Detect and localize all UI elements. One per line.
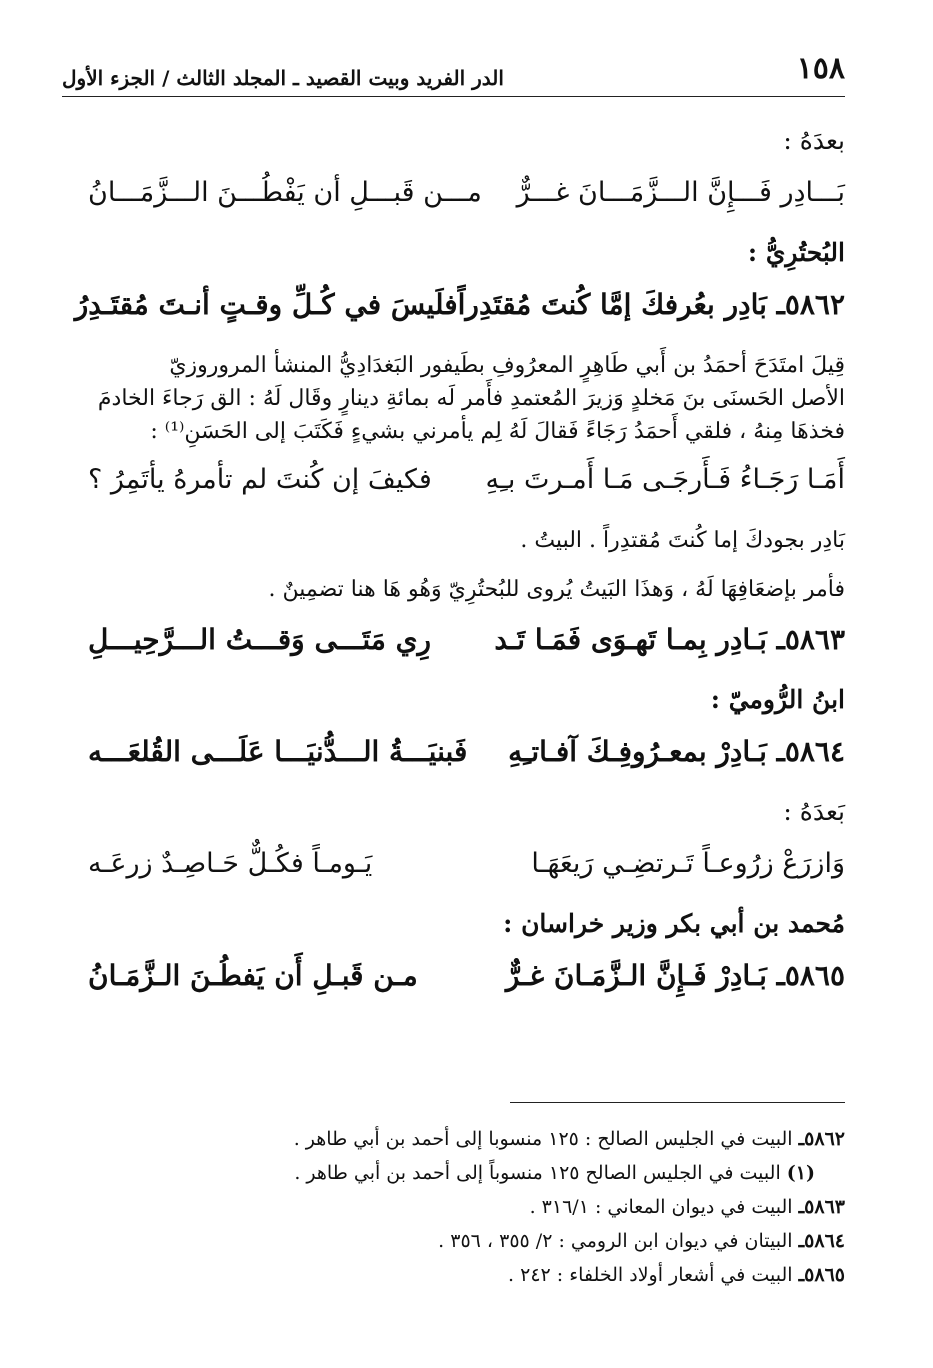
verse-number: ٥٨٦٤ـ bbox=[776, 735, 845, 768]
footnote-text: البيتان في ديوان ابن الرومي : ٢/ ٣٥٥ ، ٣٥٦ . bbox=[438, 1230, 793, 1252]
first-hemistich bbox=[508, 734, 845, 770]
page-number: ١٥٨ bbox=[796, 51, 845, 86]
verse-line bbox=[88, 734, 845, 770]
footnote bbox=[88, 1190, 845, 1224]
second-hemistich: يَـومـاً فكُـلٌّ حَـاصِـدٌ زرعَـه bbox=[88, 848, 373, 879]
first-hemistich bbox=[517, 175, 845, 211]
verse-number: ٥٨٦٥ـ bbox=[776, 959, 845, 992]
verse-number: ٥٨٦٢ـ bbox=[776, 288, 845, 321]
first-hemistich-text: وَازرَعْ زرُوعـاً تَـرتضِـي رَيعَهَـا bbox=[531, 848, 845, 879]
first-hemistich-text: بَـادِرْ بمعـرُوفِـكَ آفـاتـِهِ bbox=[508, 735, 767, 768]
footnote-number: ٥٨٦٥ـ bbox=[798, 1264, 845, 1286]
verse-line bbox=[88, 958, 845, 994]
footnote bbox=[88, 1156, 845, 1190]
first-hemistich-text: بَـادِر بِمـا تَهـوَى فَمَـا تَـد bbox=[494, 623, 767, 656]
prose-paragraph bbox=[88, 349, 845, 448]
first-hemistich bbox=[531, 846, 845, 882]
verse-line bbox=[88, 175, 845, 211]
second-hemistich: مـــن قَبـــلِ أن يَفْطُـــنَ الـــزَّمَـــانُ bbox=[88, 177, 482, 208]
first-hemistich-text: أَمَـا رَجَـاءُ فَـأَرجَـى مَـا أَمـرتَ بـِهِ bbox=[485, 464, 845, 495]
poet-heading: البُحتُرِيُّ : bbox=[747, 238, 845, 267]
first-hemistich bbox=[506, 958, 845, 994]
first-hemistich-text: بَـادِرْ فَـإِنَّ الـزَّمَـانَ غـرٌّ bbox=[505, 959, 767, 992]
first-hemistich bbox=[486, 462, 845, 498]
first-hemistich bbox=[458, 287, 845, 323]
second-hemistich: فكيفَ إن كُنتَ لم تأمرهُ يأتَمِرُ ؟ bbox=[88, 464, 432, 495]
footnote-divider bbox=[510, 1102, 845, 1103]
footnote-text: البيت في ديوان المعاني : ٣١٦/١ . bbox=[529, 1196, 793, 1218]
footnote-text: البيت في الجليس الصالح : ١٢٥ منسوبا إلى أحمد بن أبي طاهر . bbox=[293, 1128, 793, 1150]
footnote-text: البيت في أشعار أولاد الخلفاء : ٢٤٢ . bbox=[508, 1264, 793, 1286]
footnote bbox=[88, 1258, 845, 1292]
footnote bbox=[88, 1122, 845, 1156]
first-hemistich-text: بَادِر بعُرفكَ إمَّا كُنتَ مُقتَدِراً bbox=[457, 288, 767, 321]
second-hemistich: فَبنيَـــةُ الـــدُّنيَـــا عَلَـــى القُلعَـــه bbox=[88, 735, 468, 768]
poet-heading: مُحمد بن أبي بكر وزير خراسان : bbox=[503, 909, 845, 938]
main-text bbox=[74, 125, 845, 1020]
prose-line: الأصل الحَسنَى بنَ مَخلدٍ وَزيرَ المُعتمدِ فأَمر لَه بمائةِ دينارٍ وقَال لَهُ : الق رَجاءَ الخادمَ bbox=[97, 386, 845, 411]
footnote-number: (١) bbox=[786, 1162, 815, 1184]
footnotes bbox=[88, 1122, 845, 1292]
poet-heading: ابنُ الرُّوميّ : bbox=[710, 685, 845, 714]
verse-line bbox=[88, 462, 845, 498]
text-line: بَادِر بجودكَ إما كُنتَ مُقتدِراً . البيتُ . bbox=[520, 528, 845, 553]
prose-line: فخذهَا مِنهُ ، فلقي أَحمَدُ رَجَاءً فَقالَ لَهُ لِم يأمرني بشيءٍ فَكَتَبَ إلى الحَسَنِ⁽¹⁾ : bbox=[150, 419, 845, 444]
verse-line bbox=[74, 287, 845, 323]
first-hemistich-text: بَـــادِر فَـــإِنَّ الـــزَّمَـــانَ غـــرٌّ bbox=[516, 177, 845, 208]
footnote-number: ٥٨٦٣ـ bbox=[798, 1196, 845, 1218]
running-title: الدر الفريد وبيت القصيد ـ المجلد الثالث / الجزء الأول bbox=[62, 66, 504, 90]
footnote bbox=[88, 1224, 845, 1258]
second-hemistich: فلَيسَ في كُـلِّ وقـتٍ أنـتَ مُقتَـدِرُ bbox=[74, 288, 458, 321]
footnote-number: ٥٨٦٢ـ bbox=[798, 1128, 845, 1150]
text-line: بَعدَهُ : bbox=[783, 797, 845, 826]
footnote-number: ٥٨٦٤ـ bbox=[798, 1230, 845, 1252]
text-line: بعدَهُ : bbox=[783, 126, 845, 155]
footnote-text: البيت في الجليس الصالح ١٢٥ منسوباً إلى أحمد بن أبي طاهر . bbox=[294, 1162, 781, 1184]
verse-line bbox=[88, 846, 845, 882]
second-hemistich: رِي مَتَـــى وَقـــتُ الـــرَّحِيـــلِ bbox=[88, 623, 432, 656]
page-header bbox=[62, 50, 845, 97]
verse-line bbox=[88, 622, 845, 658]
first-hemistich bbox=[494, 622, 845, 658]
prose-line: قِيلَ امتَدَحَ أحمَدُ بن أَبي طَاهِرٍ المعرُوفِ بطَيفور البَغدَادِيُّ المنشأ المروروزيّ bbox=[169, 353, 845, 378]
second-hemistich: مـن قَبـلِ أَن يَفطُـنَ الـزَّمَـانُ bbox=[88, 959, 418, 992]
verse-number: ٥٨٦٣ـ bbox=[776, 623, 845, 656]
text-line: فأمر بإضعَافِهَا لَهُ ، وَهذَا البَيتُ يُروى للبُحتُرِيّ وَهُو هَا هنا تضمِينٌ . bbox=[268, 577, 845, 602]
